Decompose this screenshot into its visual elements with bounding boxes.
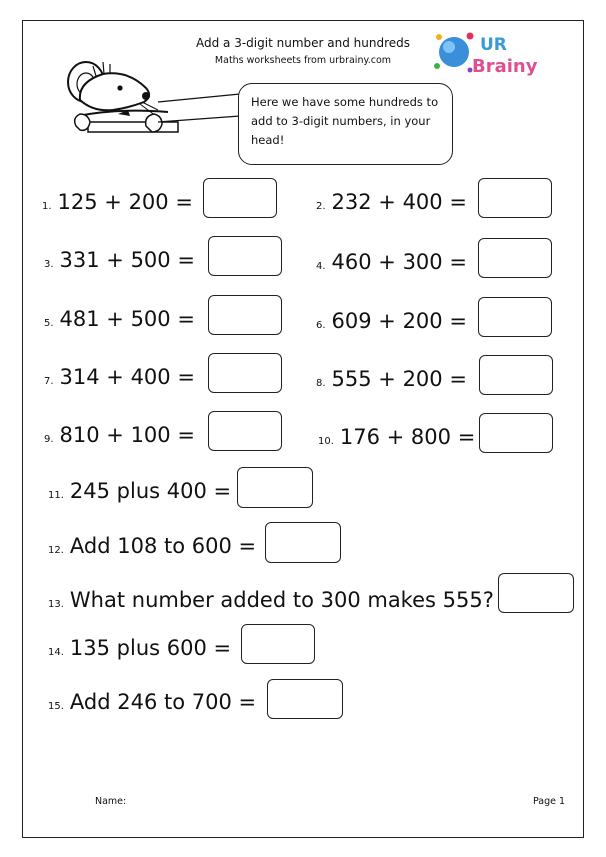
answer-box-6[interactable] bbox=[478, 297, 552, 337]
question-6 bbox=[316, 309, 467, 333]
question-number: 12. bbox=[48, 545, 64, 556]
question-text: 460 + 300 = bbox=[331, 250, 467, 274]
question-text: 609 + 200 = bbox=[331, 309, 467, 333]
answer-box-7[interactable] bbox=[208, 353, 282, 393]
question-text: What number added to 300 makes 555? bbox=[69, 588, 494, 612]
question-number: 14. bbox=[48, 647, 64, 658]
answer-box-9[interactable] bbox=[208, 411, 282, 451]
logo-text-ur: UR bbox=[480, 35, 507, 55]
question-1 bbox=[42, 190, 193, 214]
answer-box-2[interactable] bbox=[478, 178, 552, 218]
question-13 bbox=[48, 588, 494, 612]
worksheet-subtitle: Maths worksheets from urbrainy.com bbox=[214, 55, 392, 66]
answer-box-13[interactable] bbox=[498, 573, 574, 613]
question-text: 125 + 200 = bbox=[57, 190, 193, 214]
answer-box-14[interactable] bbox=[241, 624, 315, 664]
question-3 bbox=[44, 248, 195, 272]
question-10 bbox=[318, 425, 475, 449]
logo-text-brainy: Brainy bbox=[472, 56, 538, 77]
name-label: Name: bbox=[95, 796, 127, 807]
answer-box-11[interactable] bbox=[237, 467, 313, 508]
urbrainy-logo-icon bbox=[432, 28, 552, 78]
answer-box-3[interactable] bbox=[208, 236, 282, 276]
question-4 bbox=[316, 250, 467, 274]
question-number: 8. bbox=[316, 378, 326, 389]
question-number: 4. bbox=[316, 261, 326, 272]
question-text: 810 + 100 = bbox=[59, 423, 195, 447]
question-number: 7. bbox=[44, 376, 54, 387]
worksheet-title: Add a 3-digit number and hundreds bbox=[196, 36, 410, 50]
question-text: 331 + 500 = bbox=[59, 248, 195, 272]
page-number: Page 1 bbox=[533, 796, 566, 807]
question-number: 5. bbox=[44, 318, 54, 329]
question-number: 6. bbox=[316, 320, 326, 331]
question-text: 481 + 500 = bbox=[59, 307, 195, 331]
answer-box-15[interactable] bbox=[267, 679, 343, 719]
question-text: 176 + 800 = bbox=[339, 425, 476, 449]
question-number: 2. bbox=[316, 201, 326, 212]
question-11 bbox=[48, 479, 231, 503]
answer-box-1[interactable] bbox=[203, 178, 277, 218]
answer-box-12[interactable] bbox=[265, 522, 341, 563]
mouse-mascot-icon bbox=[58, 52, 258, 142]
question-number: 3. bbox=[44, 259, 54, 270]
question-7 bbox=[44, 365, 195, 389]
question-text: 232 + 400 = bbox=[331, 190, 467, 214]
question-text: Add 246 to 700 = bbox=[69, 690, 257, 714]
question-2 bbox=[316, 190, 467, 214]
question-15 bbox=[48, 690, 256, 714]
question-text: 245 plus 400 = bbox=[69, 479, 232, 503]
question-5 bbox=[44, 307, 195, 331]
question-number: 13. bbox=[48, 599, 64, 610]
question-text: 555 + 200 = bbox=[331, 367, 467, 391]
question-number: 10. bbox=[318, 436, 334, 447]
question-number: 15. bbox=[48, 701, 64, 712]
question-number: 11. bbox=[48, 490, 64, 501]
question-9 bbox=[44, 423, 195, 447]
question-number: 1. bbox=[42, 201, 52, 212]
question-14 bbox=[48, 636, 231, 660]
question-number: 9. bbox=[44, 434, 54, 445]
speech-bubble: Here we have some hundreds to add to 3-digit numbers, in your head! bbox=[238, 83, 453, 165]
question-8 bbox=[316, 367, 467, 391]
answer-box-10[interactable] bbox=[479, 413, 553, 453]
answer-box-4[interactable] bbox=[478, 238, 552, 278]
question-text: 135 plus 600 = bbox=[69, 636, 232, 660]
answer-box-8[interactable] bbox=[479, 355, 553, 395]
question-text: Add 108 to 600 = bbox=[69, 534, 257, 558]
question-12 bbox=[48, 534, 256, 558]
answer-box-5[interactable] bbox=[208, 295, 282, 335]
question-text: 314 + 400 = bbox=[59, 365, 195, 389]
